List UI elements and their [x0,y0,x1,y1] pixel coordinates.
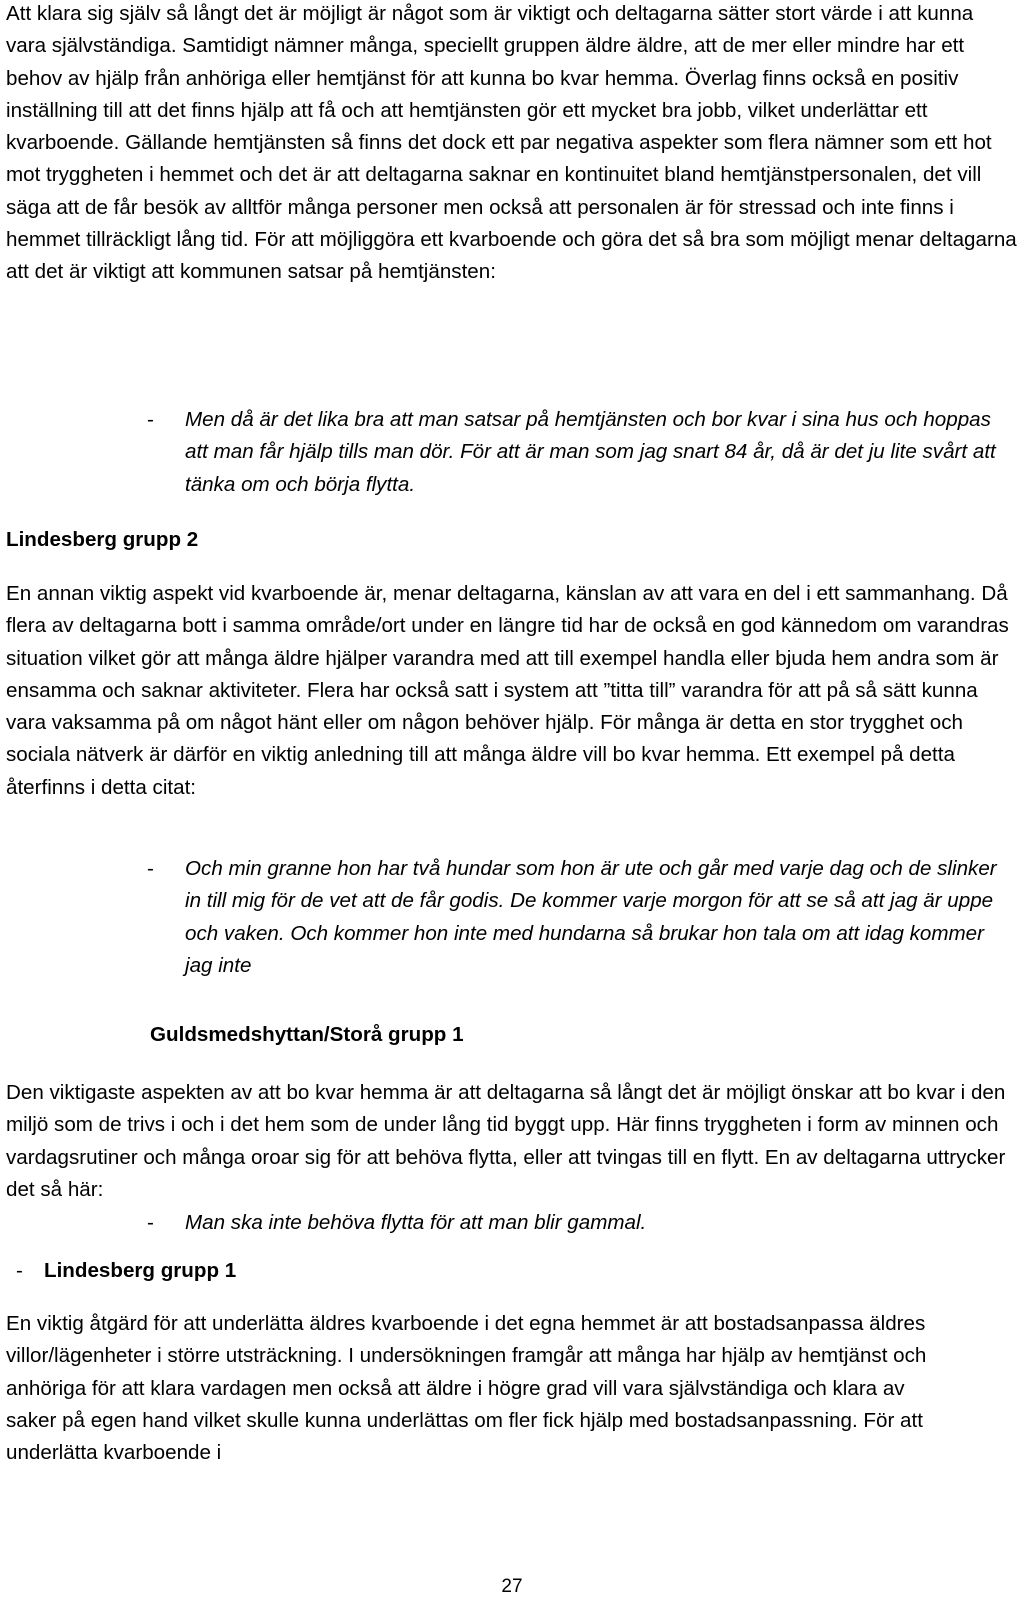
paragraph-miljo: Den viktigaste aspekten av att bo kvar hemma är att deltagarna så långt det är möjligt önskar att bo kvar i den miljö som de trivs i och i det hem som de under lång tid byggt upp. Här finns tryggheten i form av minnen och vardagsrutiner och många oroar sig för att behöva flytta, eller att tvingas till en flytt. En av deltagarna uttrycker det så här: [6,1081,1006,1201]
quote-source-lindesberg-1 [16,1256,236,1286]
quote-source-lindesberg-2: Lindesberg grupp 2 [6,528,199,551]
quote-source-guldsmedshyttan: Guldsmedshyttan/Storå grupp 1 [150,1023,464,1046]
quote-hemtjanst [147,404,1015,501]
paragraph-sammanhang: En annan viktig aspekt vid kvarboende är, menar deltagarna, känslan av att vara en del i ett sammanhang. Då flera av deltagarna bott i samma område/ort under en längre tid har de också en god kännedom om varandras situation vilket gör att många äldre hjälper varandra med att till exempel handla eller bjuda hem andra som är ensamma och saknar aktiviteter. Flera har också satt i system att ”titta till” varandra för att på så sätt kunna vara vaksamma på om något hänt eller om någon behöver hjälp. För många är detta en stor trygghet och sociala nätverk är därför en viktig anledning till att många äldre vill bo kvar hemma. Ett exempel på detta återfinns i detta citat: [6,582,1009,799]
source-dash: - [16,1259,23,1282]
source-text: Lindesberg grupp 1 [44,1259,237,1282]
quote-flytta [147,1207,1015,1239]
quote-granne [147,853,1015,982]
quote-text: Men då är det lika bra att man satsar på hemtjänsten och bor kvar i sina hus och hoppas att man får hjälp tills man dör. För att är man som jag snart 84 år, då är det ju lite svårt att tänka om och börja flytta. [185,408,996,496]
quote-dash: - [147,408,154,431]
quote-dash: - [147,1211,154,1234]
quote-text: Man ska inte behöva flytta för att man blir gammal. [185,1211,647,1234]
paragraph-bostadsanpassning: En viktig åtgärd för att underlätta äldres kvarboende i det egna hemmet är att bostadsanpassa äldres villor/lägenheter i större utsträckning. I undersökningen framgår att många har hjälp av hemtjänst och anhöriga för att klara vardagen men också att äldre i högre grad vill vara självständiga och klara av saker på egen hand vilket skulle kunna underlättas om fler fick hjälp med bostadsanpassning. För att underlätta kvarboende i [6,1312,927,1465]
paragraph-hemtjanst: Att klara sig själv så långt det är möjligt är något som är viktigt och deltagarna sätter stort värde i att kunna vara självständiga. Samtidigt nämner många, speciellt gruppen äldre äldre, att de mer eller mindre har ett behov av hjälp från anhöriga eller hemtjänst för att kunna bo kvar hemma. Överlag finns också en positiv inställning till att det finns hjälp att få och att hemtjänsten gör ett mycket bra jobb, vilket underlättar ett kvarboende. Gällande hemtjänsten så finns det dock ett par negativa aspekter som flera nämner som ett hot mot tryggheten i hemmet och det är att deltagarna saknar en kontinuitet bland hemtjänstpersonalen, det vill säga att de får besök av alltför många personer men också att personalen är för stressad och inte finns i hemmet tillräckligt lång tid. För att möjliggöra ett kvarboende och göra det så bra som möjligt menar deltagarna att det är viktigt att kommunen satsar på hemtjänsten: [6,2,1017,284]
quote-dash: - [147,857,154,880]
quote-text: Och min granne hon har två hundar som hon är ute och går med varje dag och de slinker in till mig för de vet att de får godis. De kommer varje morgon för att se så att jag är uppe och vaken. Och kommer hon inte med hundarna så brukar hon tala om att idag kommer jag inte [185,857,997,977]
page-number: 27 [501,1576,523,1597]
